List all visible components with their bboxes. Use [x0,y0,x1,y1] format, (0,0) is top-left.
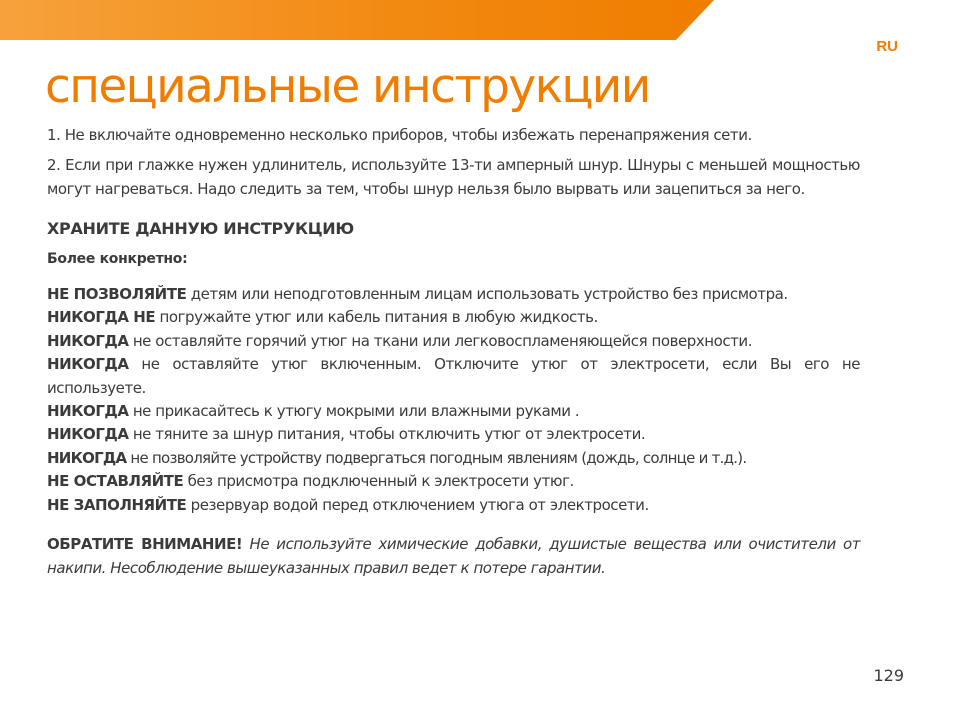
rule-keyword: НЕ ОСТАВЛЯЙТЕ [47,472,184,491]
rule-keyword: НЕ ПОЗВОЛЯЙТЕ [47,285,187,304]
rule-keyword: НИКОГДА [47,402,129,421]
header-banner-shape [0,0,714,40]
rule-keyword: НИКОГДА [47,331,129,350]
page-number: 129 [873,666,904,685]
note-text: Не используйте химические добавки, душистые вещества или очистители от накипи. Несоблюдение вышеуказанных правил ведет к потере гарантии. [47,535,860,577]
rule-keyword: НИКОГДА [47,355,129,374]
rule-keyword: НИКОГДА [47,448,127,467]
safety-rule [47,494,860,517]
instruction-paragraph-2: 2. Если при глажке нужен удлинитель, используйте 13-ти амперный шнур. Шнуры с меньшей мощностью могут нагреваться. Надо следить за тем, чтобы шнур нельзя было вырвать или зацепиться за него. [47,156,860,198]
rule-keyword: НИКОГДА НЕ [47,308,156,327]
instruction-paragraph-1: 1. Не включайте одновременно несколько приборов, чтобы избежать перенапряжения сети. [47,126,752,144]
rule-keyword: НЕ ЗАПОЛНЯЙТЕ [47,495,187,514]
rule-text: не тяните за шнур питания, чтобы отключить утюг от электросети. [128,425,646,444]
rule-text: не оставляйте горячий утюг на ткани или легковоспламеняющейся поверхности. [128,331,753,350]
rule-text: резервуар водой перед отключением утюга от электросети. [186,495,649,514]
rule-text: детям или неподготовленным лицам использовать устройство без присмотра. [186,285,788,304]
instructions-content [47,124,860,580]
safety-rule [47,306,860,329]
subheading: Более конкретно: [47,250,188,267]
header-banner [0,0,954,40]
page-title: специальные инструкции [45,59,650,114]
section-heading: ХРАНИТЕ ДАННУЮ ИНСТРУКЦИЮ [47,219,354,239]
rule-text: не позволяйте устройству подвергаться погодным явлениям (дождь, солнце и т.д.). [126,448,747,467]
rule-text: без присмотра подключенный к электросети утюг. [183,472,574,491]
safety-rule [47,283,860,306]
rule-text: не оставляйте утюг включенным. Отключите утюг от электросети, если Вы его не используете. [47,355,860,397]
safety-rules-list [47,283,860,517]
rule-text: не прикасайтесь к утюгу мокрыми или влажными руками . [128,402,580,421]
safety-rule [47,447,860,470]
safety-rule [47,330,860,353]
safety-rule [47,470,860,493]
rule-text: погружайте утюг или кабель питания в любую жидкость. [155,308,598,327]
safety-rule [47,400,860,423]
safety-rule [47,423,860,446]
warranty-note [47,533,860,580]
note-label: ОБРАТИТЕ ВНИМАНИЕ! [47,535,243,554]
rule-keyword: НИКОГДА [47,425,129,444]
safety-rule [47,353,860,400]
language-code: RU [876,38,898,55]
